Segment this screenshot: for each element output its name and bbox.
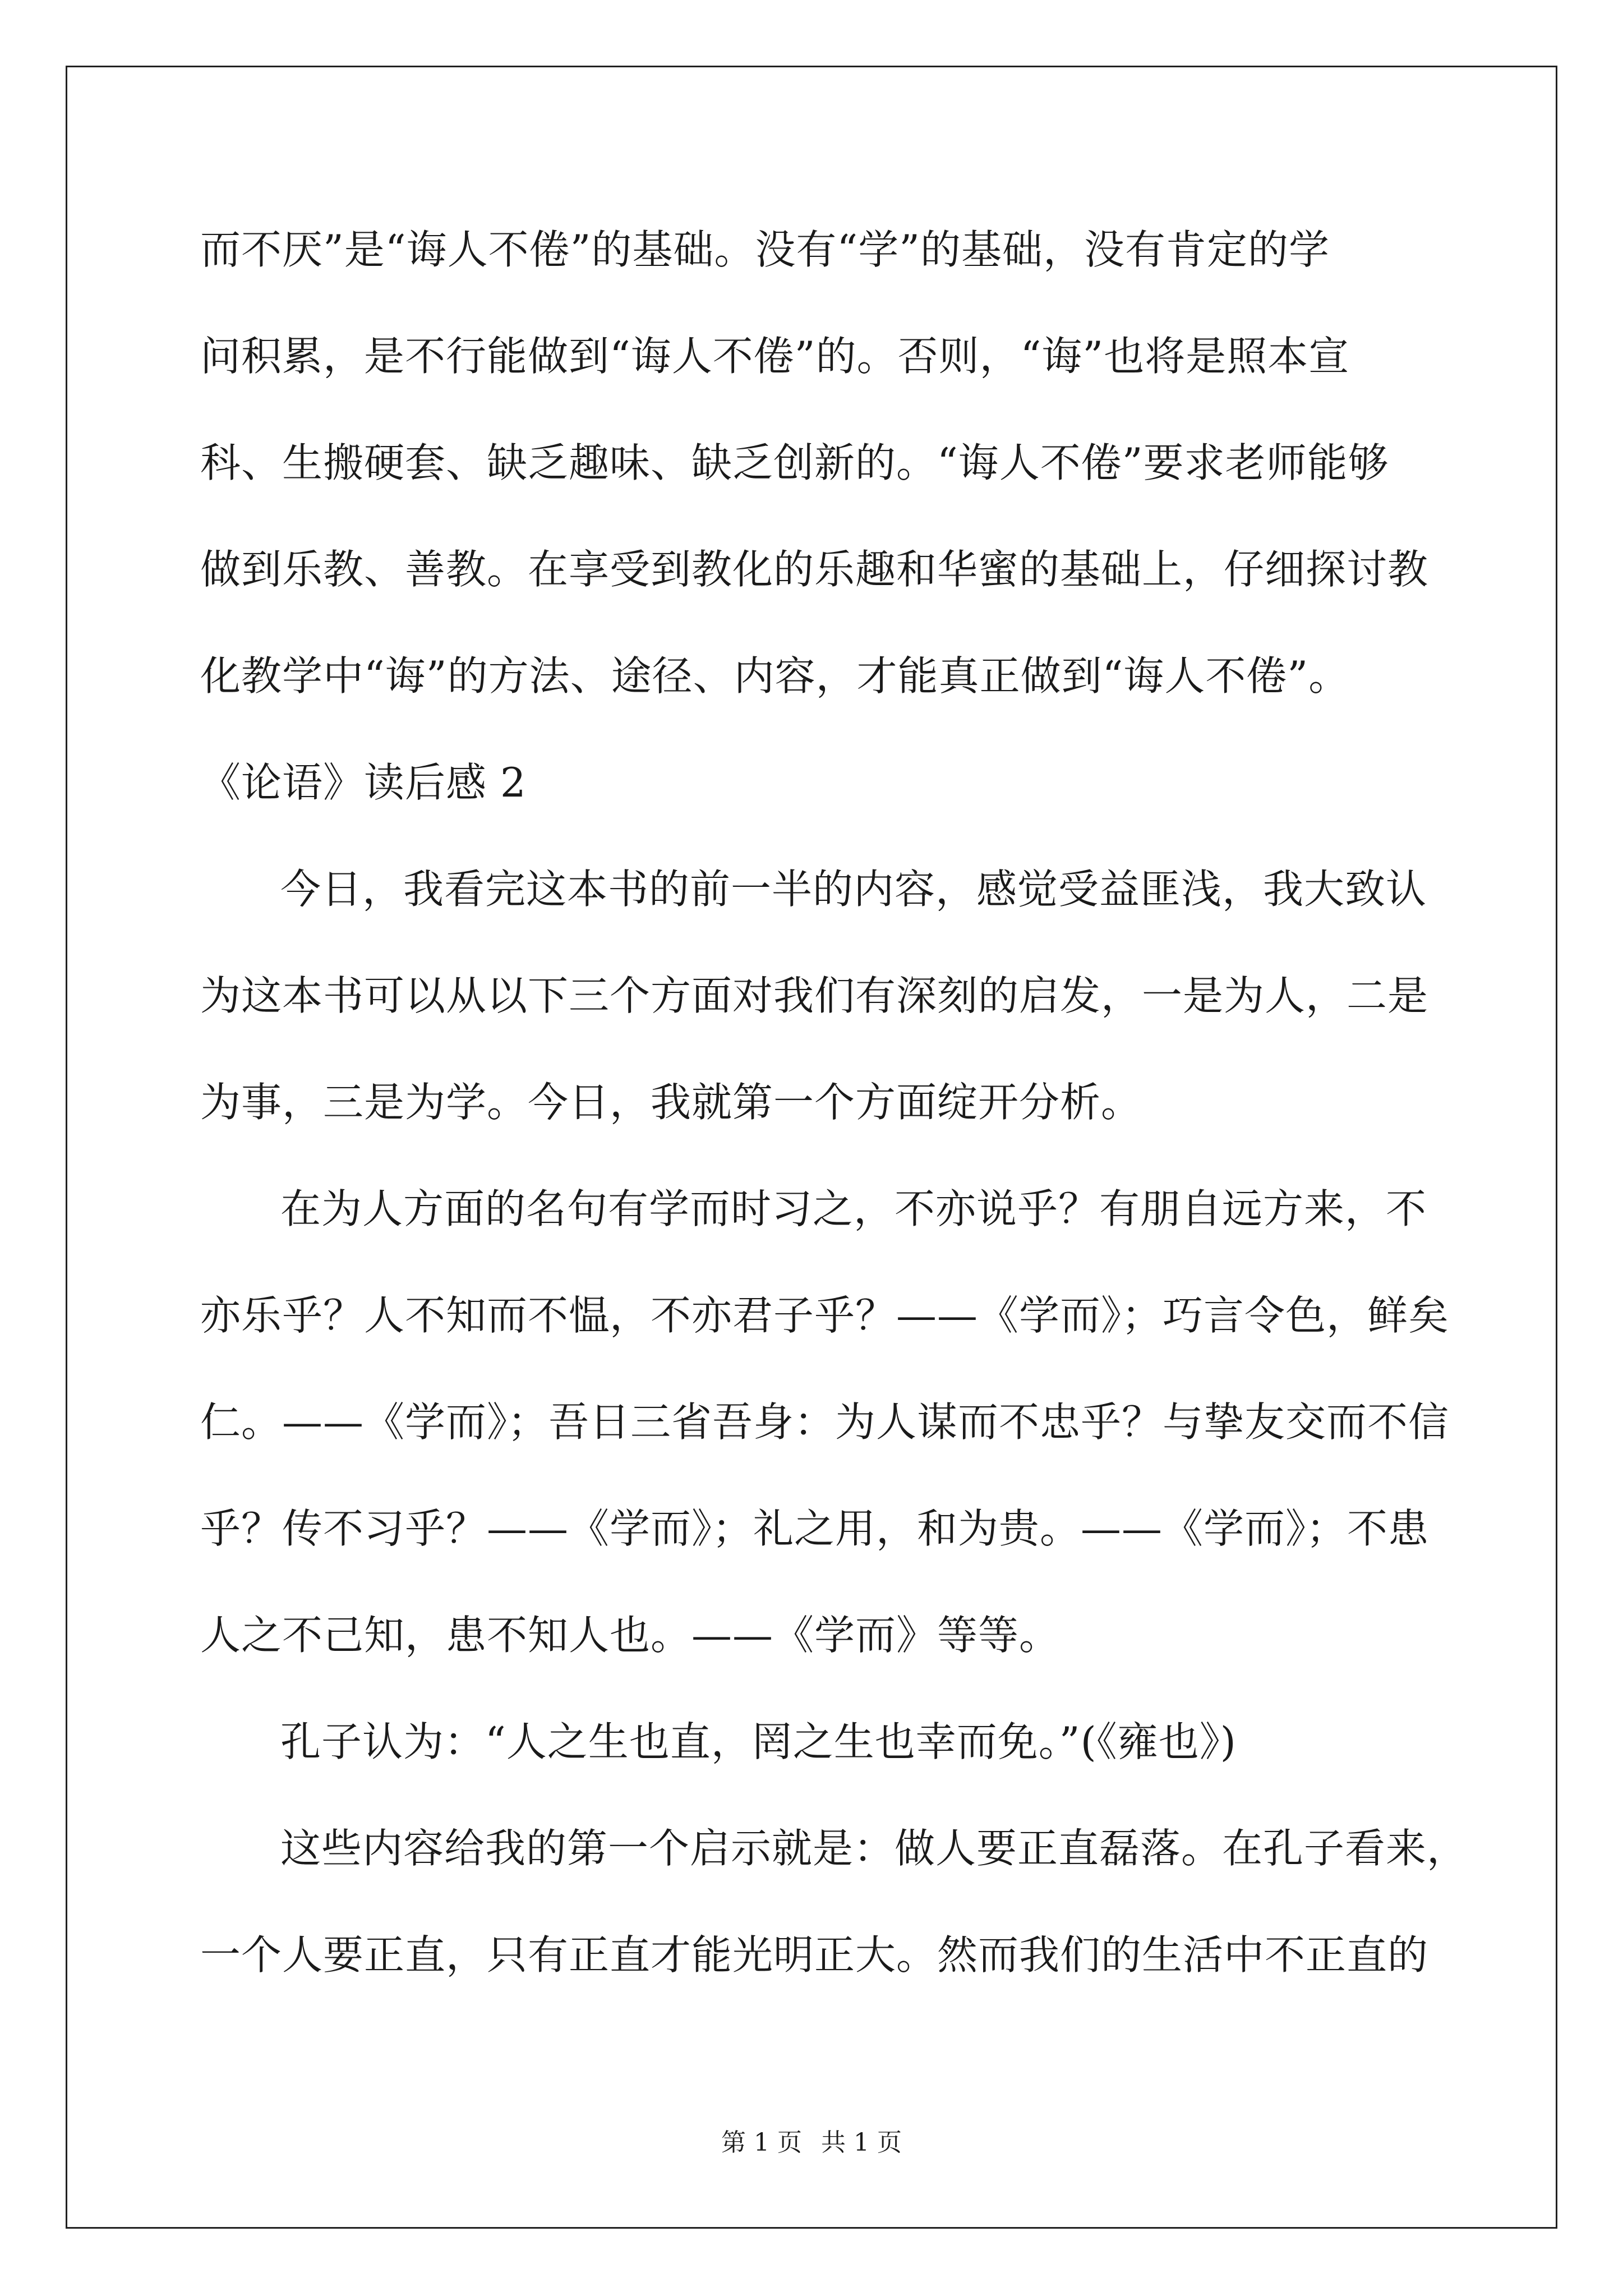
page-footer: [0, 2126, 1623, 2160]
text-line: 科、生搬硬套、缺乏趣味、缺乏创新的。“诲人不倦”要求老师能够: [200, 439, 1389, 486]
text-line: 为这本书可以从以下三个方面对我们有深刻的启发，一是为人，二是: [200, 972, 1429, 1019]
text-line: 孔子认为：“人之生也直，罔之生也幸而免。”(《雍也》): [280, 1718, 1237, 1765]
text-line: 今日，我看完这本书的前一半的内容，感觉受益匪浅，我大致认: [280, 866, 1427, 913]
text-line: 化教学中“诲”的方法、途径、内容，才能真正做到“诲人不倦”。: [200, 652, 1350, 700]
section-heading: 《论语》读后感 2: [200, 759, 527, 806]
text-line: 一个人要正直，只有正直才能光明正大。然而我们的生活中不正直的: [200, 1931, 1429, 1978]
text-line: 在为人方面的名句有学而时习之，不亦说乎？有朋自远方来，不: [280, 1185, 1427, 1232]
text-line: 仁。——《学而》；吾日三省吾身：为人谋而不忠乎？与挚友交而不信: [200, 1398, 1450, 1446]
text-line: 问积累，是不行能做到“诲人不倦”的。否则，“诲”也将是照本宣: [200, 333, 1350, 380]
text-line: 乎？传不习乎？——《学而》；礼之用，和为贵。——《学而》；不患: [200, 1505, 1430, 1552]
page-frame: [66, 66, 1557, 2229]
page-number: 第 1 页: [721, 2128, 802, 2157]
text-line: 亦乐乎？人不知而不愠，不亦君子乎？——《学而》；巧言令色，鲜矣: [200, 1292, 1450, 1339]
text-line: 这些内容给我的第一个启示就是：做人要正直磊落。在孔子看来，: [280, 1825, 1468, 1872]
text-line: 做到乐教、善教。在享受到教化的乐趣和华蜜的基础上，仔细探讨教: [200, 546, 1429, 593]
text-line: 为事，三是为学。今日，我就第一个方面绽开分析。: [200, 1079, 1142, 1126]
text-line: 人之不己知，患不知人也。——《学而》等等。: [200, 1612, 1061, 1659]
page-total: 共 1 页: [821, 2128, 902, 2157]
text-line: 而不厌”是“诲人不倦”的基础。没有“学”的基础，没有肯定的学: [200, 226, 1330, 273]
